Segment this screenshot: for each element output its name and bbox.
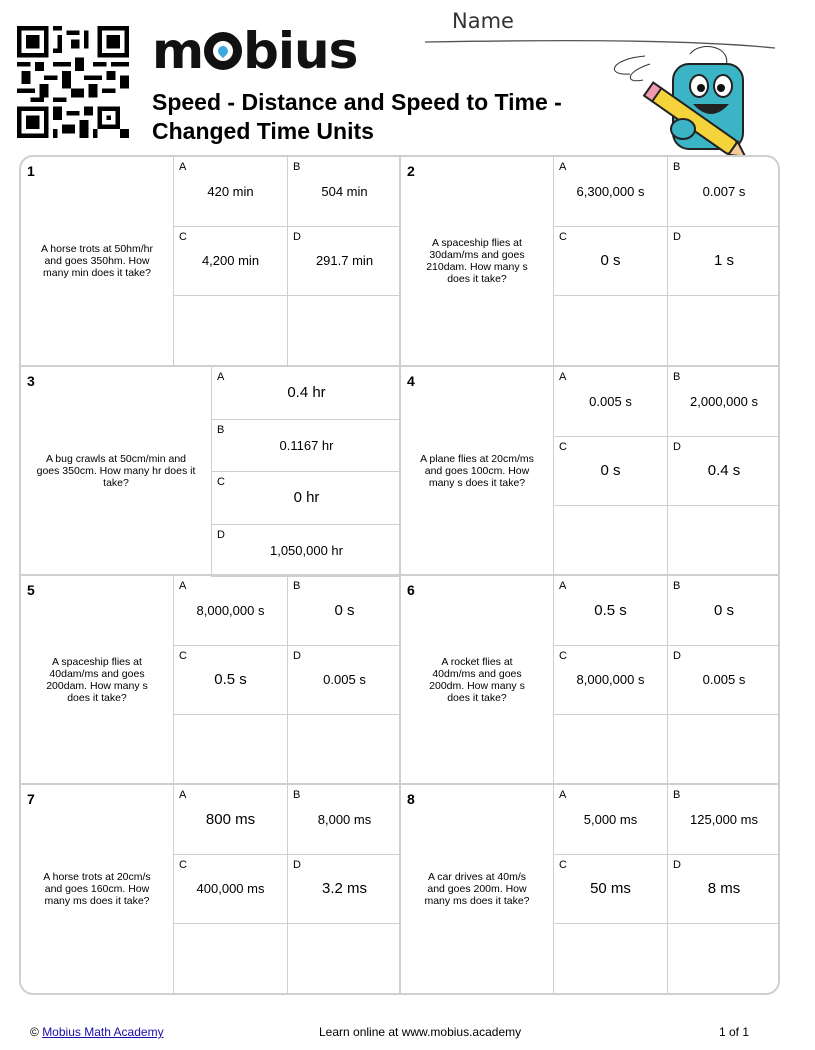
- answer-option-c[interactable]: [553, 437, 667, 507]
- answer-option-d[interactable]: [287, 227, 401, 297]
- option-value: 800 ms: [205, 810, 256, 828]
- option-value: 0.5 s: [214, 671, 247, 689]
- name-label: Name: [452, 9, 514, 33]
- option-letter: B: [673, 789, 681, 801]
- answer-option-a[interactable]: [553, 367, 667, 437]
- empty-answer-cell: [553, 715, 667, 783]
- option-value: 420 min: [207, 183, 254, 199]
- option-value: 0 s: [713, 601, 734, 619]
- option-value: 8,000,000 s: [576, 672, 645, 688]
- option-letter: A: [559, 789, 567, 801]
- option-letter: D: [673, 230, 681, 243]
- answer-option-c[interactable]: [553, 646, 667, 716]
- option-letter: C: [559, 649, 567, 662]
- option-value: 0 s: [334, 601, 355, 619]
- option-letter: C: [559, 858, 567, 871]
- option-letter: D: [293, 858, 301, 871]
- question-7: [21, 785, 401, 995]
- option-letter: D: [293, 230, 301, 243]
- option-letter: D: [293, 649, 301, 662]
- question-text: [401, 785, 553, 993]
- option-value: 8 ms: [707, 880, 741, 898]
- question-text-content: A rocket flies at 40dm/ms and goes 200dm. How many s does it take?: [429, 655, 525, 704]
- copyright-symbol: ©: [30, 1025, 39, 1039]
- answer-option-b[interactable]: [667, 785, 780, 855]
- question-text: [21, 576, 173, 783]
- answer-option-b[interactable]: [287, 157, 401, 227]
- option-letter: B: [293, 161, 301, 173]
- footer-center-text: Learn online at www.mobius.academy: [319, 1025, 522, 1039]
- question-number: 6: [407, 582, 415, 598]
- empty-answer-cell: [667, 296, 780, 365]
- option-letter: A: [179, 789, 187, 801]
- question-text: [21, 367, 211, 574]
- question-text-content: A bug crawls at 50cm/min and goes 350cm. How many hr does it take?: [36, 452, 196, 489]
- empty-answer-cell: [667, 506, 780, 574]
- answer-option-b[interactable]: [667, 367, 780, 437]
- page-title: Speed - Distance and Speed to Time - Changed Time Units: [152, 89, 562, 144]
- option-letter: C: [179, 649, 187, 662]
- question-1: [21, 157, 401, 367]
- question-text-content: A spaceship flies at 40dam/ms and goes 200dam. How many s does it take?: [46, 655, 148, 704]
- option-letter: D: [673, 649, 681, 662]
- option-value: 0.005 s: [702, 672, 746, 688]
- option-value: 0.4 s: [707, 462, 741, 480]
- page-number: 1 of 1: [719, 1025, 750, 1039]
- option-letter: A: [559, 371, 567, 383]
- mobius-academy-link[interactable]: Mobius Math Academy: [42, 1025, 164, 1039]
- answer-option-d[interactable]: [287, 855, 401, 925]
- answer-option-b[interactable]: [667, 576, 780, 646]
- option-value: 0 s: [600, 462, 621, 480]
- qr-code: [17, 26, 129, 138]
- option-value: 0 hr: [293, 489, 320, 507]
- answer-option-d[interactable]: [287, 646, 401, 716]
- option-value: 3.2 ms: [321, 880, 367, 898]
- option-value: 0.007 s: [702, 183, 746, 199]
- option-letter: B: [673, 161, 681, 173]
- mascot-illustration: [605, 44, 755, 156]
- question-6: [401, 576, 780, 785]
- answer-option-a[interactable]: [553, 785, 667, 855]
- empty-answer-cell: [553, 506, 667, 574]
- question-text: [21, 157, 173, 365]
- empty-answer-cell: [287, 924, 401, 993]
- answer-option-c[interactable]: [173, 227, 287, 297]
- option-letter: A: [559, 580, 567, 592]
- option-value: 2,000,000 s: [690, 393, 758, 409]
- option-value: 1,050,000 hr: [269, 542, 343, 558]
- answer-option-d[interactable]: [667, 855, 780, 925]
- question-text: [401, 367, 553, 574]
- option-letter: A: [179, 161, 187, 173]
- option-value: 1 s: [713, 252, 734, 270]
- question-number: 2: [407, 163, 415, 179]
- option-value: 504 min: [321, 183, 368, 199]
- option-value: 125,000 ms: [690, 811, 758, 827]
- option-value: 0 s: [600, 252, 621, 270]
- option-letter: D: [217, 528, 225, 541]
- option-value: 400,000 ms: [196, 881, 265, 897]
- option-value: 0.4 hr: [287, 384, 326, 402]
- answer-option-b[interactable]: [287, 576, 401, 646]
- option-letter: D: [673, 440, 681, 453]
- empty-answer-cell: [287, 715, 401, 783]
- answer-option-c[interactable]: [553, 227, 667, 297]
- answer-option-c[interactable]: [553, 855, 667, 925]
- option-letter: B: [673, 580, 681, 592]
- option-letter: C: [217, 476, 225, 488]
- option-value: 0.5 s: [594, 601, 627, 619]
- question-8: [401, 785, 780, 995]
- option-letter: A: [559, 161, 567, 173]
- question-number: 4: [407, 373, 415, 389]
- question-2: [401, 157, 780, 367]
- answer-option-a[interactable]: [553, 576, 667, 646]
- answer-option-b[interactable]: [287, 785, 401, 855]
- option-letter: C: [179, 230, 187, 243]
- empty-answer-cell: [667, 715, 780, 783]
- option-letter: C: [179, 858, 187, 871]
- question-3: [21, 367, 401, 576]
- option-letter: B: [293, 580, 301, 592]
- question-grid: [19, 155, 780, 995]
- option-value: 6,300,000 s: [576, 183, 645, 199]
- answer-option-d[interactable]: [667, 646, 780, 716]
- option-value: 291.7 min: [315, 253, 374, 269]
- mobius-logo: m bius: [152, 22, 358, 80]
- answer-option-a[interactable]: [173, 785, 287, 855]
- question-4: [401, 367, 780, 576]
- option-value: 50 ms: [590, 880, 631, 898]
- answer-option-b[interactable]: [667, 157, 780, 227]
- empty-answer-cell: [287, 296, 401, 365]
- option-letter: B: [293, 789, 301, 801]
- option-value: 0.005 s: [589, 393, 632, 409]
- option-value: 8,000 ms: [317, 811, 372, 827]
- answer-option-c[interactable]: [173, 855, 287, 925]
- option-value: 5,000 ms: [583, 811, 638, 827]
- empty-answer-cell: [667, 924, 780, 993]
- option-letter: A: [179, 580, 187, 592]
- question-text-content: A plane flies at 20cm/ms and goes 100cm. How many s does it take?: [420, 452, 534, 489]
- answer-option-c[interactable]: [173, 646, 287, 716]
- question-number: 8: [407, 791, 415, 807]
- answer-option-d[interactable]: [667, 227, 780, 297]
- question-text: [401, 157, 553, 365]
- answer-option-a[interactable]: [173, 157, 287, 227]
- footer-copyright: [30, 1025, 164, 1039]
- option-letter: C: [559, 440, 567, 453]
- option-letter: B: [673, 371, 681, 383]
- answer-option-a[interactable]: [553, 157, 667, 227]
- question-5: [21, 576, 401, 785]
- empty-answer-cell: [173, 715, 287, 783]
- question-text-content: A car drives at 40m/s and goes 200m. How many ms does it take?: [424, 871, 530, 907]
- option-value: 0.1167 hr: [279, 437, 334, 453]
- answer-option-a[interactable]: [173, 576, 287, 646]
- question-text-content: A horse trots at 20cm/s and goes 160cm. How many ms does it take?: [43, 871, 151, 907]
- answer-option-d[interactable]: [211, 525, 401, 578]
- question-text: [21, 785, 173, 993]
- empty-answer-cell: [553, 924, 667, 993]
- answer-option-d[interactable]: [667, 437, 780, 507]
- option-value: 8,000,000 s: [196, 602, 265, 618]
- answer-option-a[interactable]: [211, 367, 401, 420]
- question-number: 5: [27, 582, 35, 598]
- option-value: 4,200 min: [201, 253, 260, 269]
- question-text-content: A horse trots at 50hm/hr and goes 350hm. How many min does it take?: [40, 243, 154, 279]
- option-value: 0.005 s: [323, 672, 366, 688]
- question-text: [401, 576, 553, 783]
- question-number: 3: [27, 373, 35, 389]
- option-letter: C: [559, 230, 567, 243]
- empty-answer-cell: [173, 296, 287, 365]
- answer-option-b[interactable]: [211, 420, 401, 473]
- option-letter: B: [217, 423, 225, 436]
- question-number: 1: [27, 163, 35, 179]
- option-letter: D: [673, 858, 681, 871]
- question-number: 7: [27, 791, 35, 807]
- question-text-content: A spaceship flies at 30dam/ms and goes 210dam. How many s does it take?: [426, 237, 528, 285]
- empty-answer-cell: [173, 924, 287, 993]
- empty-answer-cell: [553, 296, 667, 365]
- option-letter: A: [217, 371, 225, 383]
- answer-option-c[interactable]: [211, 472, 401, 525]
